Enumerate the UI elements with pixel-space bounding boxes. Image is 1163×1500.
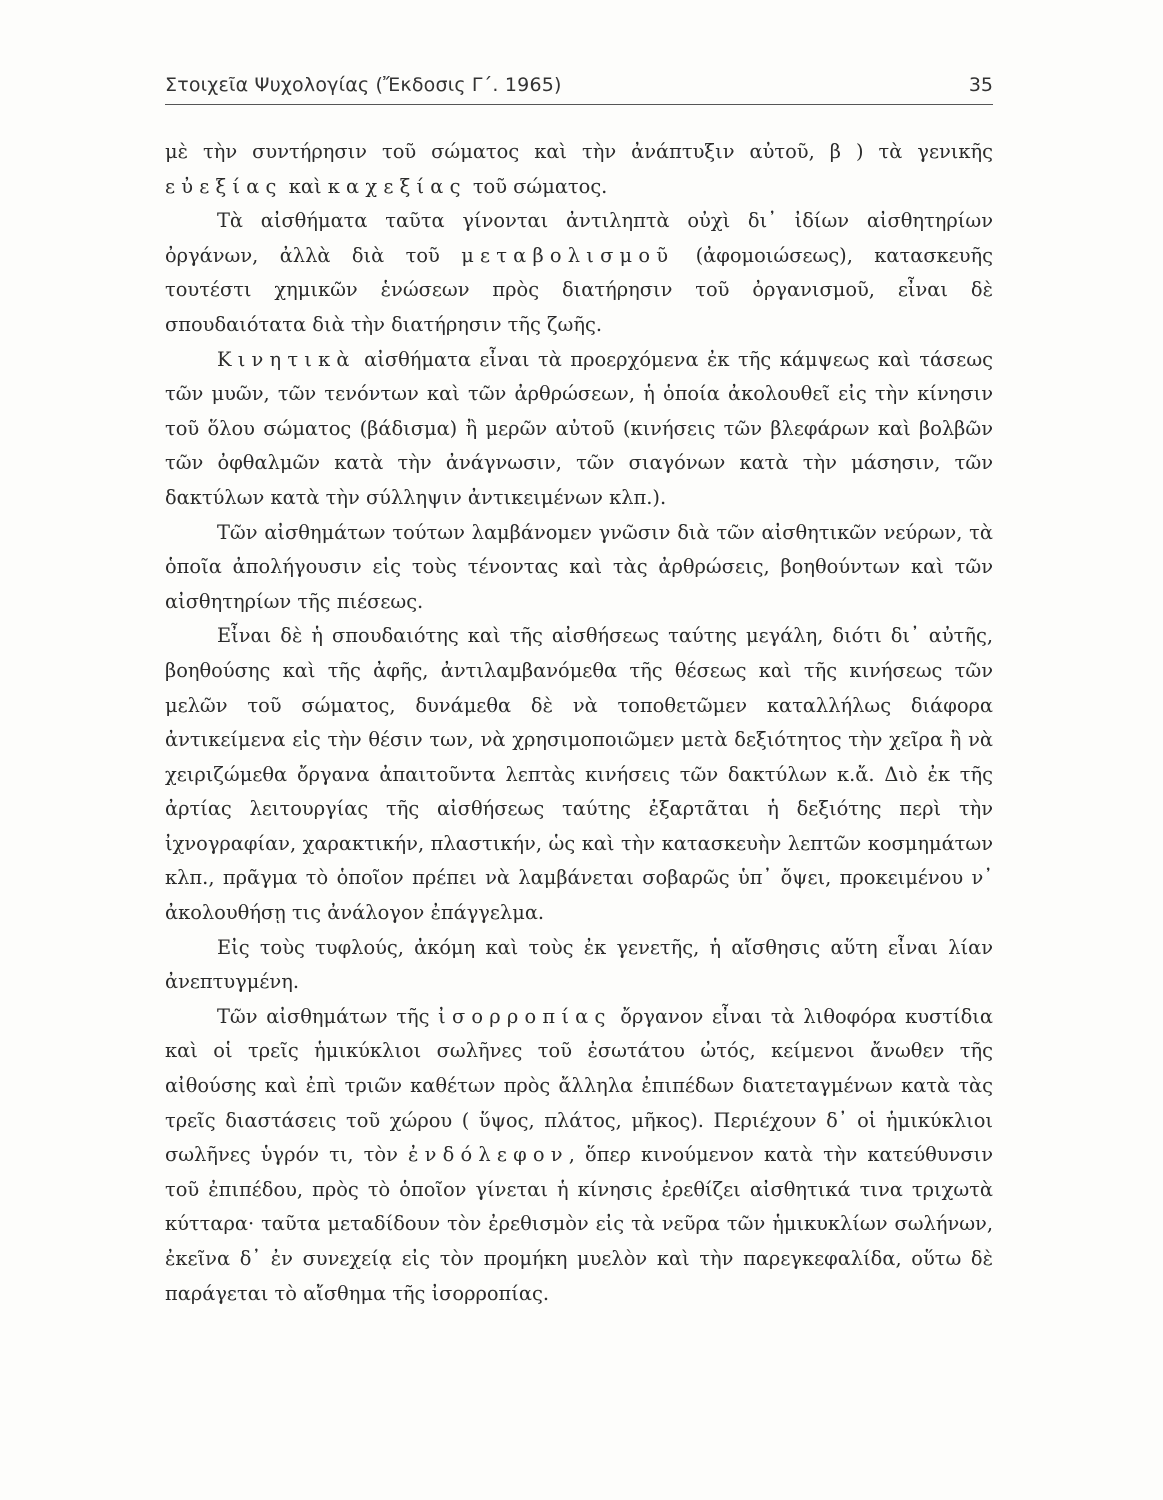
text-run: Τὰ αἰσθήματα ταῦτα γίνονται ἀντιληπτὰ οὐχὶ δι᾽ ἰδίων αἰσθητηρίων ὀργάνων, ἀλλὰ διὰ τοῦ <box>165 209 993 267</box>
text-run: Τῶν αἰσθημάτων τούτων λαμβάνομεν γνῶσιν διὰ τῶν αἰσθητικῶν νεύρων, τὰ ὁποῖα ἀπολήγουσιν εἰς τοὺς τένοντας καὶ τὰς ἀρθρώσεις, βοηθούντων καὶ τῶν αἰσθητηρίων τῆς πιέσεως. <box>165 520 993 613</box>
text-run: μὲ τὴν συντήρησιν τοῦ σώματος καὶ τὴν ἀνάπτυξιν αὐτοῦ, β ) τὰ γενικῆς <box>165 140 993 163</box>
running-header <box>165 70 993 105</box>
spaced-term-endolefon: ἐνδόλεφον <box>407 1143 569 1167</box>
spaced-term-metabolismou: μεταβολισμοῦ <box>461 243 675 267</box>
paragraph-7 <box>165 1000 993 1311</box>
text-run: Εἶναι δὲ ἡ σπουδαιότης καὶ τῆς αἰσθήσεως ταύτης μεγάλη, διότι δι᾽ αὐτῆς, βοηθούσης καὶ τῆς ἀφῆς, ἀντιλαμβανόμεθα τῆς θέσεως καὶ τῆς κινήσεως τῶν μελῶν τοῦ σώματος, δυνάμεθα δὲ νὰ τοποθετῶμεν καταλλήλως διάφορα ἀντικείμενα εἰς τὴν θέσιν των, νὰ χρησιμοποιῶμεν μετὰ δεξιότητος τὴν χεῖρα ἢ νὰ χειριζώμεθα ὄργανα ἀπαιτοῦντα λεπτὰς κινήσεις τῶν δακτύλων κ.ἄ. Διὸ ἐκ τῆς ἀρτίας λειτουργίας τῆς αἰσθήσεως ταύτης ἐξαρτᾶται ἡ δεξιότης περὶ τὴν ἰχνογραφίαν, χαρακτικήν, πλαστικήν, ὡς καὶ τὴν κατασκευὴν λεπτῶν κοσμημάτων κλπ., πρᾶγμα τὸ ὁποῖον πρέπει νὰ λαμβάνεται σοβαρῶς ὑπ᾽ ὄψει, προκειμένου ν᾽ ἀκολουθήσῃ τις ἀνάλογον ἐπάγγελμα. <box>165 624 993 925</box>
text-run: ὄργανον εἶναι τὰ λιθοφόρα κυστίδια καὶ οἱ τρεῖς ἡμικύκλιοι σωλῆνες τοῦ ἐσωτάτου ὠτός, κείμενοι ἄνωθεν τῆς αἰθούσης καὶ ἐπὶ τριῶν καθέτων πρὸς ἄλληλα ἐπιπέδων διατεταγμένων κατὰ τὰς τρεῖς διαστάσεις τοῦ χώρου ( ὕψος, πλάτος, μῆκος). Περιέχουν δ᾽ οἱ ἡμικύκλιοι σωλῆνες ὑγρόν τι, τὸν <box>165 1004 993 1167</box>
spaced-term-kacheksias: καχεξίας <box>327 174 467 198</box>
text-run: Τῶν αἰσθημάτων τῆς <box>217 1004 439 1028</box>
text-run: Εἰς τοὺς τυφλούς, ἀκόμη καὶ τοὺς ἐκ γενετῆς, ἡ αἴσθησις αὕτη εἶναι λίαν ἀνεπτυγμένη. <box>165 935 993 994</box>
paragraph-2 <box>165 204 993 342</box>
text-run: τοῦ σώματος. <box>466 174 608 198</box>
spaced-term-kinitika: Κινητικὰ <box>217 347 356 371</box>
spaced-term-eueksias: εὐεξίας <box>165 174 283 198</box>
page-number: 35 <box>968 74 993 96</box>
header-title: Στοιχεῖα Ψυχολογίας (Ἔκδοσις Γ΄. 1965) <box>165 74 562 96</box>
text-run: καὶ <box>282 174 328 198</box>
text-run: , ὅπερ κινούμενον κατὰ τὴν κατεύθυνσιν τοῦ ἐπιπέδου, πρὸς τὸ ὁποῖον γίνεται ἡ κίνησις ἐρεθίζει αἰσθητικά τινα τριχωτὰ κύτταρα· ταῦτα μεταδίδουν τὸν ἐρεθισμὸν εἰς τὰ νεῦρα τῶν ἡμικυκλίων σωλήνων, ἐκεῖνα δ᾽ ἐν συνεχείᾳ εἰς τὸν προμήκη μυελὸν καὶ τὴν παρεγκεφαλίδα, οὕτω δὲ παράγεται τὸ αἴσθημα τῆς ἰσορροπίας. <box>165 1143 993 1305</box>
paragraph-6 <box>165 931 993 1000</box>
paragraph-4 <box>165 516 993 620</box>
paragraph-3 <box>165 343 993 516</box>
paragraph-5 <box>165 619 993 930</box>
paragraph-1 <box>165 135 993 204</box>
body-text <box>165 135 993 1311</box>
spaced-term-isorropias: ἰσορροπίας <box>438 1004 612 1028</box>
text-run: αἰσθήματα εἶναι τὰ προερχόμενα ἐκ τῆς κάμψεως καὶ τάσεως τῶν μυῶν, τῶν τενόντων καὶ τῶν ἀρθρώσεων, ἡ ὁποία ἀκολουθεῖ εἰς τὴν κίνησιν τοῦ ὅλου σώματος (βάδισμα) ἢ μερῶν αὐτοῦ (κινήσεις τῶν βλεφάρων καὶ βολβῶν τῶν ὀφθαλμῶν κατὰ τὴν ἀνάγνωσιν, τῶν σιαγόνων κατὰ τὴν μάσησιν, τῶν δακτύλων κατὰ τὴν σύλληψιν ἀντικειμένων κλπ.). <box>165 347 993 509</box>
text-run: (ἀφομοιώσεως), κατασκευῆς τουτέστι χημικῶν ἑνώσεων πρὸς διατήρησιν τοῦ ὀργανισμοῦ, εἶναι δὲ σπουδαιότατα διὰ τὴν διατήρησιν τῆς ζωῆς. <box>165 243 993 336</box>
